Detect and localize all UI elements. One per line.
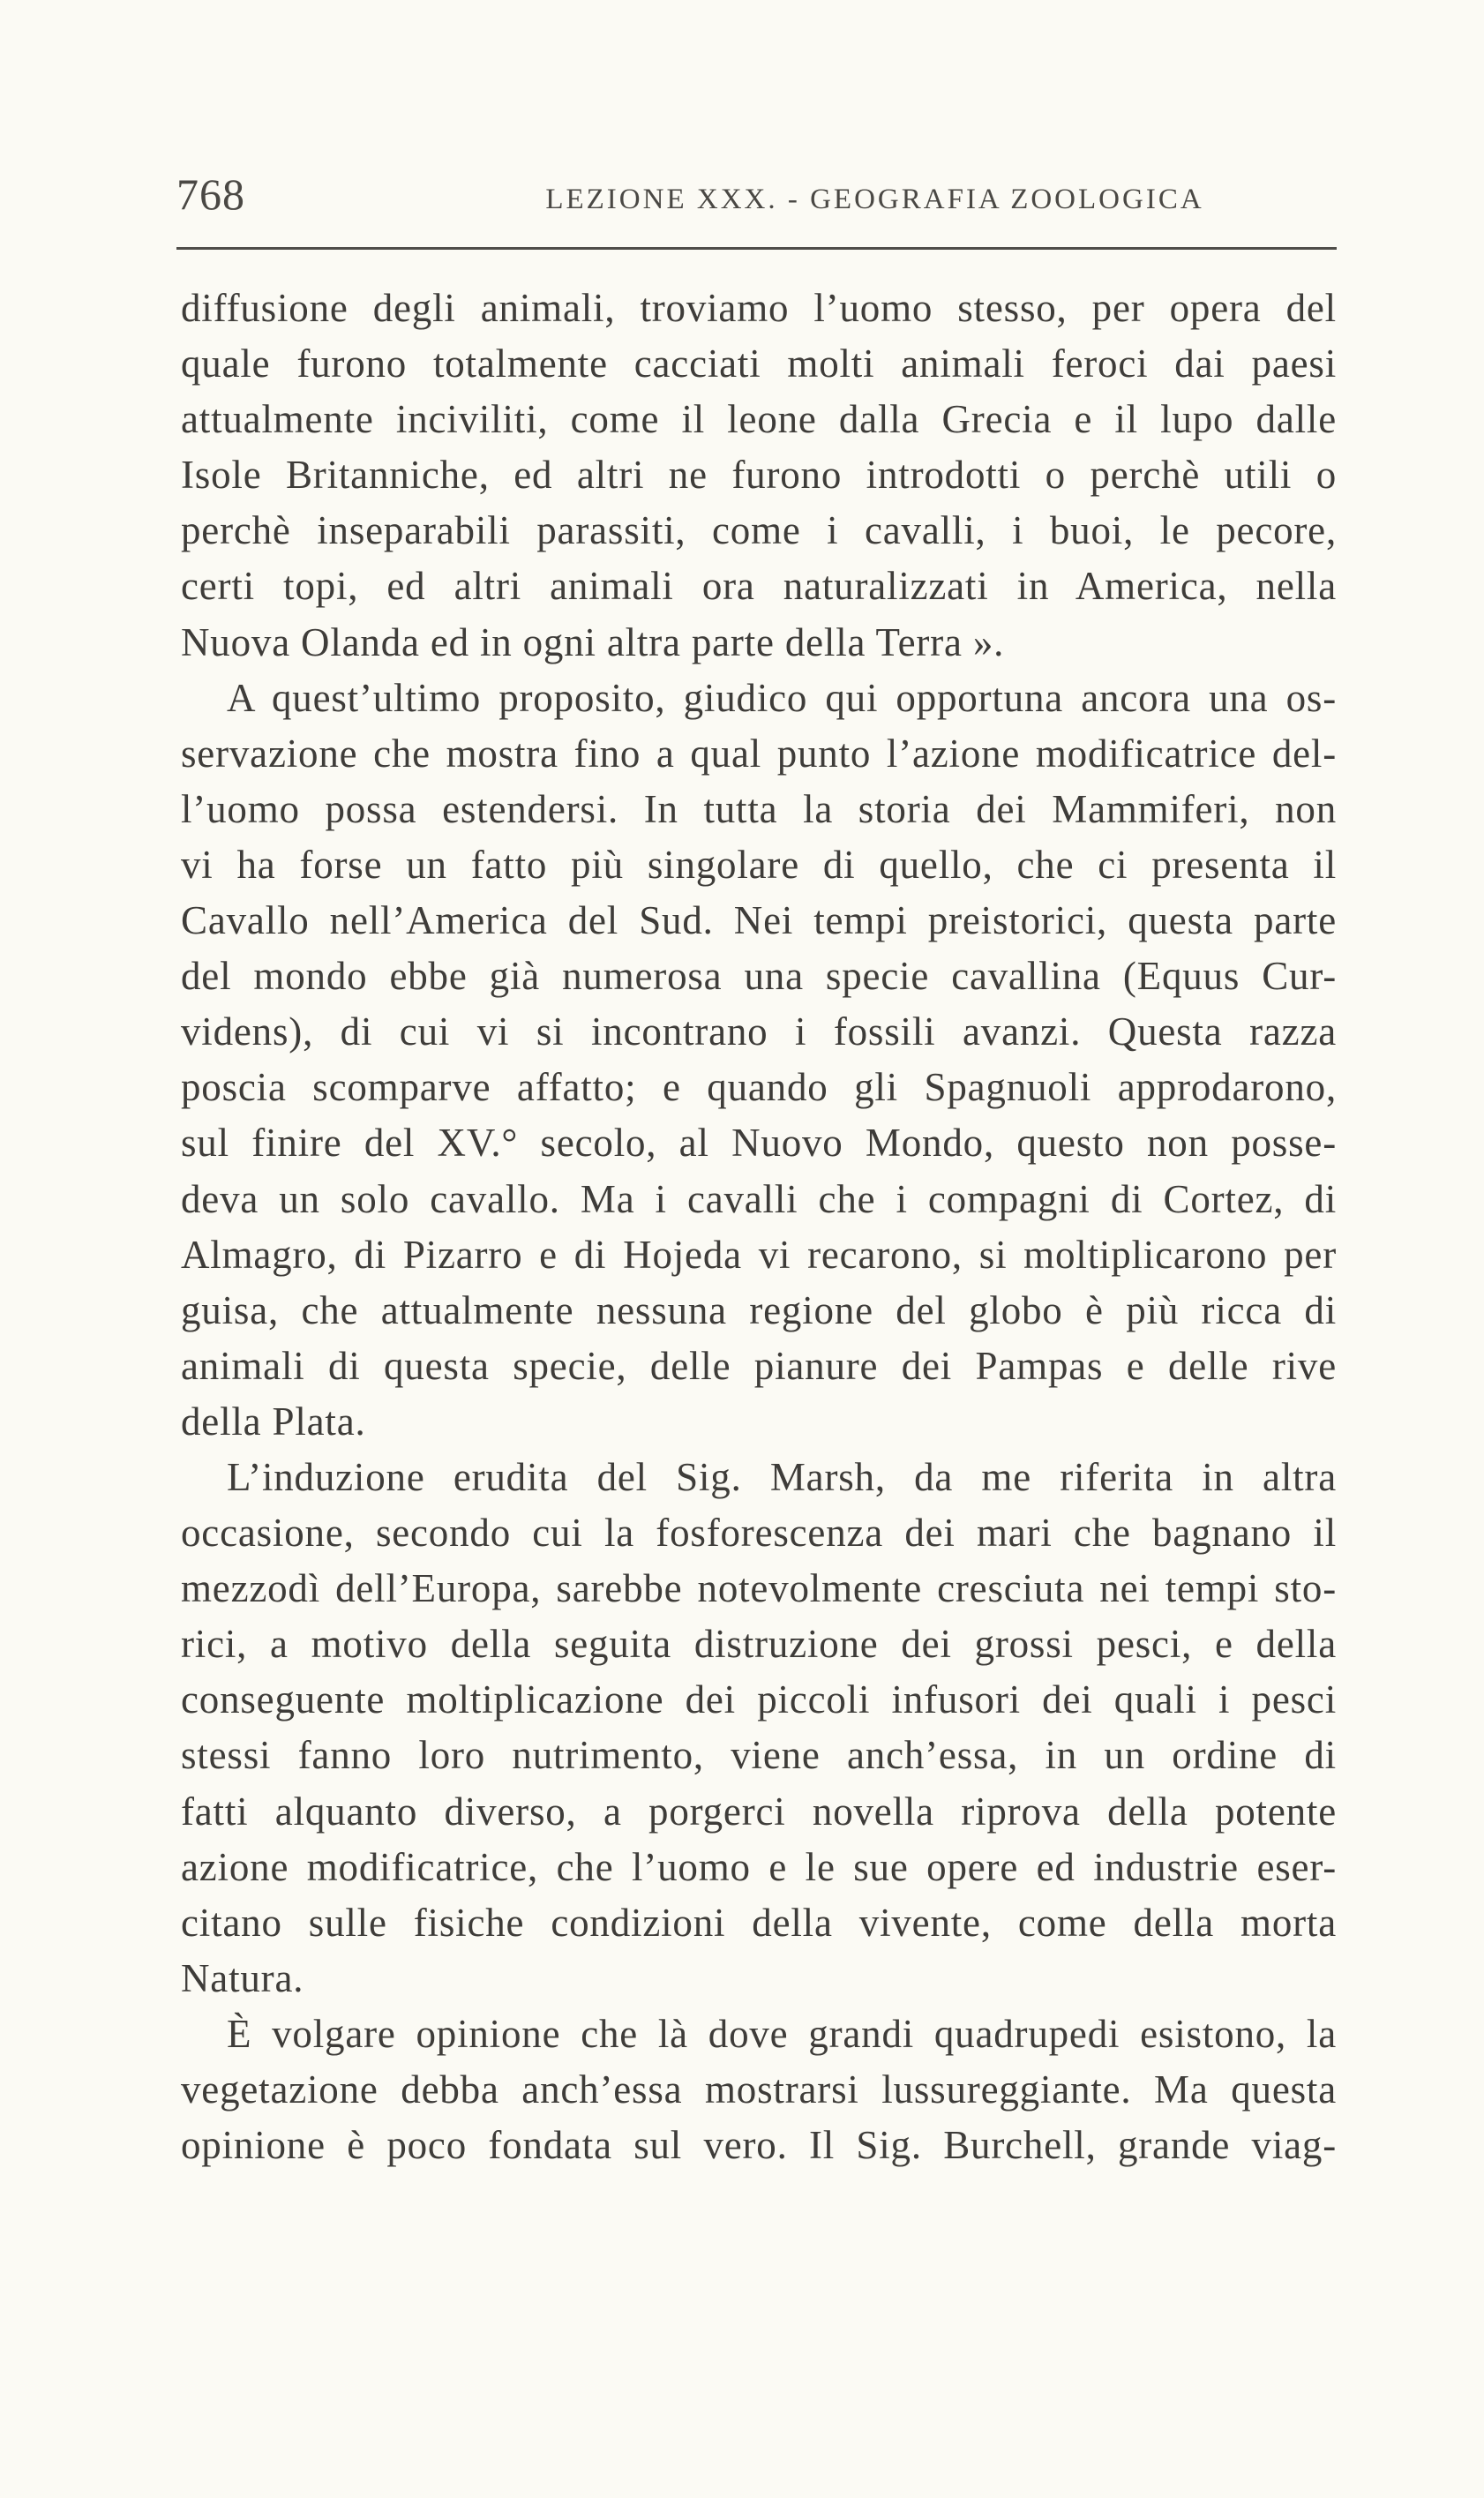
text-line: opinione è poco fondata sul vero. Il Sig. Burchell, grande viag- xyxy=(181,2123,1337,2168)
text-line: azione modificatrice, che l’uomo e le sue opere ed industrie eser- xyxy=(181,1844,1337,1889)
text-line: certi topi, ed altri animali ora naturalizzati in America, nella xyxy=(181,564,1337,609)
page-header xyxy=(176,169,1337,222)
header-rule xyxy=(176,247,1337,250)
paragraph-start-line: È volgare opinione che là dove grandi quadrupedi esistono, la xyxy=(227,2011,1337,2056)
text-line: della Plata. xyxy=(181,1399,366,1444)
text-line: quale furono totalmente cacciati molti animali feroci dai paesi xyxy=(181,341,1337,386)
text-line: videns), di cui vi si incontrano i fossili avanzi. Questa razza xyxy=(181,1009,1337,1054)
text-line: l’uomo possa estendersi. In tutta la storia dei Mammiferi, non xyxy=(181,786,1337,831)
text-line: poscia scomparve affatto; e quando gli Spagnuoli approdarono, xyxy=(181,1065,1337,1110)
text-line: deva un solo cavallo. Ma i cavalli che i compagni di Cortez, di xyxy=(181,1176,1337,1221)
text-line: vi ha forse un fatto più singolare di quello, che ci presenta il xyxy=(181,842,1337,887)
text-line: stessi fanno loro nutrimento, viene anch’essa, in un ordine di xyxy=(181,1733,1337,1778)
text-line: Almagro, di Pizarro e di Hojeda vi recarono, si moltiplicarono per xyxy=(181,1232,1337,1277)
text-line: guisa, che attualmente nessuna regione del globo è più ricca di xyxy=(181,1287,1337,1332)
paragraph-start-line: L’induzione erudita del Sig. Marsh, da me riferita in altra xyxy=(227,1454,1337,1499)
text-line: attualmente inciviliti, come il leone dalla Grecia e il lupo dalle xyxy=(181,397,1337,442)
text-line: citano sulle fisiche condizioni della vivente, come della morta xyxy=(181,1900,1337,1945)
text-line: del mondo ebbe già numerosa una specie cavallina (Equus Cur- xyxy=(181,954,1337,999)
text-line: conseguente moltiplicazione dei piccoli infusori dei quali i pesci xyxy=(181,1677,1337,1722)
text-line: occasione, secondo cui la fosforescenza dei mari che bagnano il xyxy=(181,1511,1337,1556)
text-line: vegetazione debba anch’essa mostrarsi lussureggiante. Ma questa xyxy=(181,2067,1337,2112)
text-line: Isole Britanniche, ed altri ne furono introdotti o perchè utili o xyxy=(181,453,1337,498)
text-line: Nuova Olanda ed in ogni altra parte della Terra ». xyxy=(181,619,1005,664)
text-line: diffusione degli animali, troviamo l’uomo stesso, per opera del xyxy=(181,286,1337,330)
text-line: servazione che mostra fino a qual punto l’azione modificatrice del- xyxy=(181,731,1337,776)
text-line: perchè inseparabili parassiti, come i cavalli, i buoi, le pecore, xyxy=(181,508,1337,553)
text-line: Cavallo nell’America del Sud. Nei tempi preistorici, questa parte xyxy=(181,898,1337,943)
running-head: LEZIONE XXX. - GEOGRAFIA ZOOLOGICA xyxy=(545,184,1204,215)
body-text xyxy=(181,281,1337,2173)
text-line: rici, a motivo della seguita distruzione dei grossi pesci, e della xyxy=(181,1622,1337,1667)
text-line: Natura. xyxy=(181,1955,304,2000)
text-line: animali di questa specie, delle pianure dei Pampas e delle rive xyxy=(181,1343,1337,1388)
text-line: mezzodì dell’Europa, sarebbe notevolmente cresciuta nei tempi sto- xyxy=(181,1566,1337,1611)
text-line: fatti alquanto diverso, a porgerci novella riprova della potente xyxy=(181,1789,1337,1834)
paragraph-start-line: A quest’ultimo proposito, giudico qui opportuna ancora una os- xyxy=(227,675,1337,720)
page-number: 768 xyxy=(176,169,245,219)
text-line: sul finire del XV.° secolo, al Nuovo Mondo, questo non posse- xyxy=(181,1121,1337,1166)
